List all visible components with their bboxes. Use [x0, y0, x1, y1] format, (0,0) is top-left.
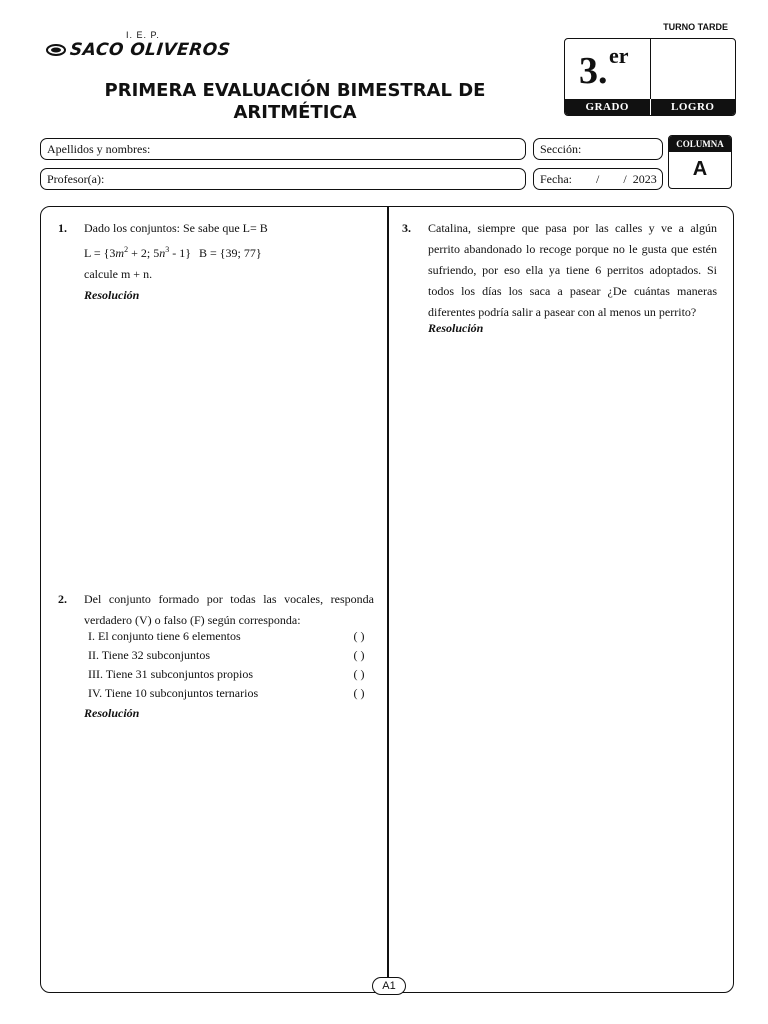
shift-label: TURNO TARDE — [663, 22, 728, 32]
option-label: II. Tiene 32 subconjuntos — [88, 648, 211, 662]
question-number: 1. — [58, 221, 67, 235]
resolution-label: Resolución — [84, 706, 140, 720]
date-year: 2023 — [632, 172, 657, 186]
question-number: 3. — [402, 221, 411, 235]
date-label: Fecha: — [540, 172, 572, 186]
section-label: Sección: — [540, 142, 582, 156]
option-item — [88, 664, 374, 685]
column-label: COLUMNA — [669, 136, 731, 152]
option-label: IV. Tiene 10 subconjuntos ternarios — [88, 686, 259, 700]
option-item — [88, 683, 374, 704]
resolution-area[interactable] — [428, 342, 717, 962]
resolution-label: Resolución — [428, 321, 484, 335]
question-1-sets: $L = \{3m^2 + 2$; $5n^3 - 1$} B = {39; 77} — [84, 245, 262, 260]
exam-title: PRIMERA EVALUACIÓN BIMESTRAL DE ARITMÉTICA — [104, 80, 486, 123]
question-1-line-3: calcule m + n. — [84, 267, 153, 281]
resolution-area[interactable] — [84, 306, 374, 576]
date-separator: / — [596, 172, 600, 186]
date-field[interactable] — [533, 168, 663, 190]
options-list — [88, 626, 374, 704]
achievement-label: LOGRO — [671, 101, 715, 113]
achievement-cell[interactable] — [651, 39, 735, 99]
answer-parenthesis[interactable]: ( ) — [353, 629, 365, 643]
option-label: I. El conjunto tiene 6 elementos — [88, 629, 241, 643]
grade-labels-bar — [565, 99, 735, 115]
school-name: SACO OLIVEROS — [68, 40, 232, 60]
answer-parenthesis[interactable]: ( ) — [353, 686, 365, 700]
grade-label: GRADO — [565, 99, 651, 115]
logo-swoosh-icon — [46, 43, 66, 57]
answer-parenthesis[interactable]: ( ) — [353, 667, 365, 681]
section-field[interactable] — [533, 138, 663, 160]
column-box — [668, 135, 732, 189]
option-item — [88, 626, 374, 647]
names-label: Apellidos y nombres: — [47, 142, 151, 156]
resolution-label: Resolución — [84, 288, 140, 302]
question-text: Del conjunto formado por todas las vocales, responda verdadero (V) o falso (F) según corresponda: — [84, 592, 374, 627]
question-text: Catalina, siempre que pasa por las calles y ve a algún perrito abandonado lo recoge porque no le gusta que estén sufriendo, por eso ella ya tiene 6 perritos adoptados. Si todos los días los saca a pasear ¿De cuántas maneras diferentes podría salir a pasear con al menos un perrito? — [428, 221, 717, 319]
question-1-line-1: Dado los conjuntos: Se sabe que L= B — [84, 221, 268, 235]
question-number: 2. — [58, 592, 67, 606]
option-item — [88, 645, 374, 666]
grade-number: 3. — [579, 50, 608, 92]
school-logo — [46, 38, 230, 62]
grade-box — [564, 38, 736, 116]
column-value: A — [692, 158, 708, 180]
date-separator: / — [623, 172, 627, 186]
teacher-label: Profesor(a): — [47, 172, 105, 186]
column-divider — [387, 207, 389, 983]
school-prefix: I. E. P. — [126, 30, 160, 40]
answer-parenthesis[interactable]: ( ) — [353, 648, 365, 662]
option-label: III. Tiene 31 subconjuntos propios — [88, 667, 253, 681]
resolution-area[interactable] — [84, 726, 374, 966]
grade-suffix: er — [609, 43, 629, 68]
grade-cell — [565, 39, 651, 99]
question-text — [84, 218, 374, 306]
teacher-field[interactable] — [40, 168, 526, 190]
names-field[interactable] — [40, 138, 526, 160]
page-number: A1 — [372, 977, 406, 995]
